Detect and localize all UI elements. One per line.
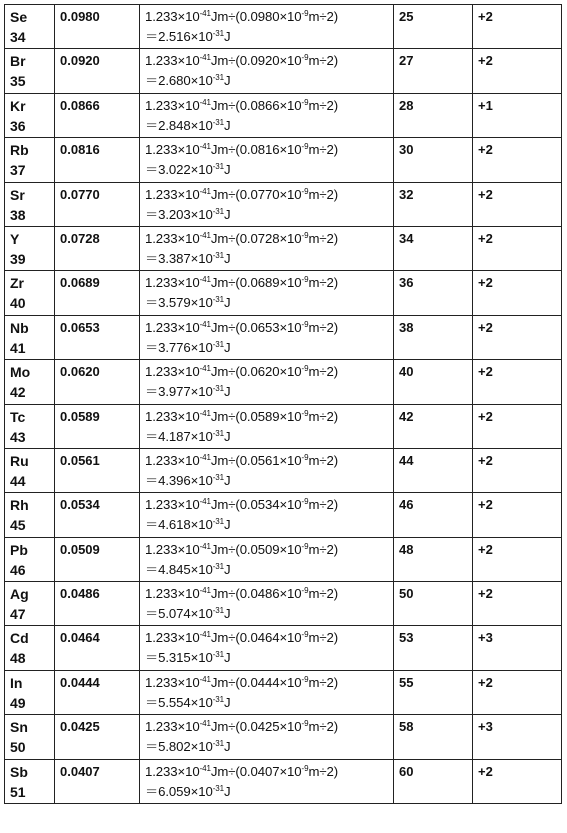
- atomic-number: 45: [10, 517, 26, 534]
- charge-value: +2: [478, 186, 493, 202]
- spacing-value: 0.0486: [60, 586, 100, 602]
- charge-cell: [473, 537, 562, 581]
- energy-value: 2.516: [158, 29, 191, 44]
- count-cell: [394, 182, 473, 226]
- table-row: [5, 715, 562, 759]
- formula-result: $=2.516\times 10^{-31}J$: [145, 29, 231, 44]
- energy-formula-cell: [140, 315, 394, 359]
- element-symbol: Se: [10, 9, 28, 25]
- energy-formula-cell: [140, 226, 394, 270]
- spacing-cell: [55, 138, 140, 182]
- element-symbol: Br: [10, 53, 26, 70]
- formula-result: $=5.315\times 10^{-31}J$: [145, 650, 231, 666]
- element-cell: [5, 49, 55, 93]
- energy-value: 6.059: [158, 783, 191, 799]
- atomic-number: 39: [10, 250, 26, 267]
- count-value: 58: [399, 719, 414, 735]
- count-cell: [394, 49, 473, 93]
- atomic-number: 46: [10, 561, 26, 578]
- element-symbol: Sb: [10, 763, 28, 780]
- energy-formula-cell: [140, 138, 394, 182]
- table-row: [5, 582, 562, 626]
- count-value: 36: [399, 275, 414, 291]
- count-value: 27: [399, 53, 414, 69]
- count-cell: [394, 360, 473, 404]
- formula-result: $=4.618\times 10^{-31}J$: [145, 517, 231, 533]
- element-symbol: Nb: [10, 319, 29, 336]
- count-cell: [394, 138, 473, 182]
- energy-formula-cell: [140, 715, 394, 759]
- spacing-cell: [55, 493, 140, 537]
- energy-formula-cell: [140, 360, 394, 404]
- count-cell: [394, 271, 473, 315]
- count-cell: [394, 537, 473, 581]
- formula-expression: $1.233\times 10^{-41}Jm\div(0.0534\times 10^{-9}m\div 2)$: [145, 497, 338, 513]
- formula-spacing-value: 0.0980: [239, 9, 280, 24]
- charge-value: +2: [478, 142, 493, 158]
- element-cell: [5, 182, 55, 226]
- formula-spacing-value: 0.0689: [239, 275, 280, 291]
- energy-value: 3.977: [158, 384, 191, 400]
- count-cell: [394, 626, 473, 670]
- element-symbol: Pb: [10, 541, 28, 558]
- charge-value: +2: [478, 9, 493, 24]
- element-symbol: Mo: [10, 364, 31, 381]
- element-energy-table: [4, 4, 562, 804]
- formula-spacing-value: 0.0620: [239, 364, 280, 380]
- atomic-number: 44: [10, 472, 26, 489]
- charge-cell: [473, 360, 562, 404]
- count-value: 40: [399, 364, 414, 380]
- formula-expression: $1.233\times 10^{-41}Jm\div(0.0561\times 10^{-9}m\div 2)$: [145, 452, 338, 468]
- formula-result: $=2.848\times 10^{-31}J$: [145, 117, 231, 133]
- count-value: 28: [399, 97, 414, 113]
- formula-expression: $1.233\times 10^{-41}Jm\div(0.0816\times 10^{-9}m\div 2)$: [145, 142, 338, 158]
- spacing-value: 0.0534: [60, 497, 100, 513]
- charge-value: +2: [478, 275, 493, 291]
- table-row: [5, 182, 562, 226]
- count-value: 53: [399, 630, 414, 646]
- formula-result: $=3.387\times 10^{-31}J$: [145, 250, 231, 266]
- spacing-value: 0.0589: [60, 408, 100, 424]
- charge-value: +2: [478, 586, 493, 602]
- energy-formula-cell: [140, 49, 394, 93]
- count-value: 60: [399, 763, 414, 779]
- table-row: [5, 448, 562, 492]
- formula-expression: $1.233\times 10^{-41}Jm\div(0.0464\times 10^{-9}m\div 2)$: [145, 630, 338, 646]
- energy-value: 3.776: [158, 339, 191, 355]
- formula-result: $=3.776\times 10^{-31}J$: [145, 339, 231, 355]
- table-row: [5, 315, 562, 359]
- spacing-value: 0.0425: [60, 719, 100, 735]
- table-row: [5, 271, 562, 315]
- element-cell: [5, 5, 55, 49]
- formula-result: $=4.845\times 10^{-31}J$: [145, 561, 231, 577]
- charge-value: +2: [478, 674, 493, 690]
- spacing-cell: [55, 315, 140, 359]
- formula-result: $=3.022\times 10^{-31}J$: [145, 162, 231, 178]
- element-symbol: Tc: [10, 408, 26, 425]
- energy-value: 4.187: [158, 428, 191, 444]
- element-symbol: Ru: [10, 452, 29, 469]
- energy-value: 3.022: [158, 162, 191, 178]
- element-symbol: Sr: [10, 186, 25, 203]
- count-value: 48: [399, 541, 414, 557]
- element-symbol: Ag: [10, 586, 29, 603]
- count-cell: [394, 448, 473, 492]
- spacing-value: 0.0464: [60, 630, 100, 646]
- count-cell: [394, 5, 473, 49]
- atomic-number: 40: [10, 295, 26, 312]
- count-value: 25: [399, 9, 414, 24]
- formula-spacing-value: 0.0444: [239, 674, 280, 690]
- element-cell: [5, 537, 55, 581]
- energy-value: 5.802: [158, 739, 191, 755]
- energy-formula-cell: [140, 759, 394, 803]
- count-cell: [394, 715, 473, 759]
- element-symbol: Rh: [10, 497, 29, 514]
- energy-formula-cell: [140, 448, 394, 492]
- formula-spacing-value: 0.0770: [239, 186, 280, 202]
- formula-spacing-value: 0.0816: [239, 142, 280, 158]
- formula-spacing-value: 0.0920: [239, 53, 280, 69]
- formula-result: $=6.059\times 10^{-31}J$: [145, 783, 231, 799]
- energy-formula-cell: [140, 5, 394, 49]
- charge-value: +1: [478, 97, 493, 113]
- spacing-value: 0.0728: [60, 230, 100, 246]
- formula-expression: $1.233\times 10^{-41}Jm\div(0.0866\times 10^{-9}m\div 2)$: [145, 97, 338, 113]
- spacing-value: 0.0689: [60, 275, 100, 291]
- formula-spacing-value: 0.0464: [239, 630, 280, 646]
- atomic-number: 38: [10, 206, 26, 223]
- energy-formula-cell: [140, 493, 394, 537]
- charge-value: +2: [478, 364, 493, 380]
- energy-value: 4.618: [158, 517, 191, 533]
- element-symbol: Zr: [10, 275, 24, 292]
- spacing-value: 0.0561: [60, 452, 100, 468]
- charge-value: +3: [478, 630, 493, 646]
- atomic-number: 41: [10, 339, 26, 356]
- charge-cell: [473, 182, 562, 226]
- element-cell: [5, 670, 55, 714]
- element-cell: [5, 626, 55, 670]
- atomic-number: 34: [10, 29, 26, 45]
- spacing-cell: [55, 271, 140, 315]
- energy-formula-cell: [140, 626, 394, 670]
- spacing-value: 0.0653: [60, 319, 100, 335]
- energy-value: 2.680: [158, 73, 191, 89]
- count-cell: [394, 315, 473, 359]
- formula-spacing-value: 0.0425: [239, 719, 280, 735]
- spacing-value: 0.0920: [60, 53, 100, 69]
- table-row: [5, 138, 562, 182]
- energy-value: 5.074: [158, 606, 191, 622]
- formula-result: $=2.680\times 10^{-31}J$: [145, 73, 231, 89]
- count-value: 55: [399, 674, 414, 690]
- charge-value: +2: [478, 497, 493, 513]
- count-cell: [394, 582, 473, 626]
- charge-cell: [473, 49, 562, 93]
- charge-cell: [473, 670, 562, 714]
- energy-value: 5.554: [158, 694, 191, 710]
- formula-expression: $1.233\times 10^{-41}Jm\div(0.0689\times 10^{-9}m\div 2)$: [145, 275, 338, 291]
- charge-cell: [473, 93, 562, 137]
- spacing-value: 0.0816: [60, 142, 100, 158]
- spacing-value: 0.0509: [60, 541, 100, 557]
- count-value: 38: [399, 319, 414, 335]
- table-row: [5, 493, 562, 537]
- energy-formula-cell: [140, 93, 394, 137]
- atomic-number: 47: [10, 606, 26, 623]
- energy-value: 4.396: [158, 472, 191, 488]
- count-value: 30: [399, 142, 414, 158]
- spacing-cell: [55, 182, 140, 226]
- spacing-cell: [55, 404, 140, 448]
- formula-result: $=5.554\times 10^{-31}J$: [145, 694, 231, 710]
- atomic-number: 42: [10, 384, 26, 401]
- table-body: [5, 5, 562, 804]
- spacing-cell: [55, 448, 140, 492]
- energy-value: 2.848: [158, 117, 191, 133]
- charge-cell: [473, 271, 562, 315]
- charge-value: +2: [478, 452, 493, 468]
- formula-result: $=3.977\times 10^{-31}J$: [145, 384, 231, 400]
- spacing-cell: [55, 670, 140, 714]
- count-cell: [394, 93, 473, 137]
- count-value: 46: [399, 497, 414, 513]
- atomic-number: 37: [10, 162, 26, 179]
- charge-value: +2: [478, 319, 493, 335]
- element-cell: [5, 715, 55, 759]
- count-value: 44: [399, 452, 414, 468]
- charge-value: +2: [478, 408, 493, 424]
- spacing-value: 0.0770: [60, 186, 100, 202]
- spacing-value: 0.0980: [60, 9, 100, 24]
- count-cell: [394, 670, 473, 714]
- charge-cell: [473, 493, 562, 537]
- spacing-cell: [55, 537, 140, 581]
- element-cell: [5, 93, 55, 137]
- formula-spacing-value: 0.0653: [239, 319, 280, 335]
- element-cell: [5, 315, 55, 359]
- table-row: [5, 93, 562, 137]
- table-row: [5, 670, 562, 714]
- formula-spacing-value: 0.0728: [239, 230, 280, 246]
- formula-expression: $1.233\times 10^{-41}Jm\div(0.0770\times 10^{-9}m\div 2)$: [145, 186, 338, 202]
- charge-value: +2: [478, 230, 493, 246]
- spacing-cell: [55, 759, 140, 803]
- charge-value: +2: [478, 53, 493, 69]
- formula-expression: $1.233\times 10^{-41}Jm\div(0.0425\times 10^{-9}m\div 2)$: [145, 719, 338, 735]
- charge-value: +2: [478, 541, 493, 557]
- element-cell: [5, 404, 55, 448]
- element-cell: [5, 138, 55, 182]
- formula-spacing-value: 0.0866: [239, 97, 280, 113]
- energy-formula-cell: [140, 537, 394, 581]
- energy-value: 3.579: [158, 295, 191, 311]
- charge-cell: [473, 715, 562, 759]
- charge-cell: [473, 626, 562, 670]
- formula-result: $=5.802\times 10^{-31}J$: [145, 739, 231, 755]
- energy-value: 4.845: [158, 561, 191, 577]
- count-cell: [394, 404, 473, 448]
- element-symbol: In: [10, 674, 23, 691]
- formula-spacing-value: 0.0509: [239, 541, 280, 557]
- atomic-number: 35: [10, 73, 26, 90]
- spacing-value: 0.0866: [60, 97, 100, 113]
- formula-expression: $1.233\times 10^{-41}Jm\div(0.0980\times 10^{-9}m\div 2)$: [145, 9, 338, 24]
- charge-cell: [473, 315, 562, 359]
- formula-expression: $1.233\times 10^{-41}Jm\div(0.0407\times 10^{-9}m\div 2)$: [145, 763, 338, 779]
- formula-expression: $1.233\times 10^{-41}Jm\div(0.0509\times 10^{-9}m\div 2)$: [145, 541, 338, 557]
- count-value: 34: [399, 230, 414, 246]
- charge-cell: [473, 226, 562, 270]
- element-cell: [5, 582, 55, 626]
- element-cell: [5, 271, 55, 315]
- atomic-number: 51: [10, 783, 26, 800]
- table-row: [5, 626, 562, 670]
- spacing-cell: [55, 626, 140, 670]
- formula-result: $=3.203\times 10^{-31}J$: [145, 206, 231, 222]
- table-row: [5, 537, 562, 581]
- energy-formula-cell: [140, 404, 394, 448]
- table-row: [5, 226, 562, 270]
- spacing-cell: [55, 360, 140, 404]
- charge-cell: [473, 404, 562, 448]
- element-symbol: Y: [10, 230, 20, 247]
- element-cell: [5, 360, 55, 404]
- energy-value: 5.315: [158, 650, 191, 666]
- charge-cell: [473, 582, 562, 626]
- charge-cell: [473, 448, 562, 492]
- formula-result: $=3.579\times 10^{-31}J$: [145, 295, 231, 311]
- table-row: [5, 759, 562, 803]
- atomic-number: 48: [10, 650, 26, 667]
- charge-cell: [473, 138, 562, 182]
- element-cell: [5, 493, 55, 537]
- table-row: [5, 49, 562, 93]
- atomic-number: 49: [10, 694, 26, 711]
- formula-expression: $1.233\times 10^{-41}Jm\div(0.0589\times 10^{-9}m\div 2)$: [145, 408, 338, 424]
- spacing-value: 0.0407: [60, 763, 100, 779]
- table-row: [5, 5, 562, 49]
- spacing-value: 0.0620: [60, 364, 100, 380]
- spacing-cell: [55, 226, 140, 270]
- formula-expression: $1.233\times 10^{-41}Jm\div(0.0728\times 10^{-9}m\div 2)$: [145, 230, 338, 246]
- formula-expression: $1.233\times 10^{-41}Jm\div(0.0653\times 10^{-9}m\div 2)$: [145, 319, 338, 335]
- spacing-value: 0.0444: [60, 674, 100, 690]
- element-cell: [5, 448, 55, 492]
- element-symbol: Rb: [10, 142, 29, 159]
- atomic-number: 50: [10, 739, 26, 756]
- formula-spacing-value: 0.0589: [239, 408, 280, 424]
- formula-result: $=4.187\times 10^{-31}J$: [145, 428, 231, 444]
- spacing-cell: [55, 49, 140, 93]
- count-cell: [394, 226, 473, 270]
- energy-formula-cell: [140, 582, 394, 626]
- count-value: 42: [399, 408, 414, 424]
- count-value: 32: [399, 186, 414, 202]
- formula-expression: $1.233\times 10^{-41}Jm\div(0.0486\times 10^{-9}m\div 2)$: [145, 586, 338, 602]
- element-cell: [5, 226, 55, 270]
- energy-formula-cell: [140, 670, 394, 714]
- table-row: [5, 404, 562, 448]
- spacing-cell: [55, 582, 140, 626]
- count-value: 50: [399, 586, 414, 602]
- formula-expression: $1.233\times 10^{-41}Jm\div(0.0920\times 10^{-9}m\div 2)$: [145, 53, 338, 69]
- element-symbol: Sn: [10, 719, 28, 736]
- element-symbol: Cd: [10, 630, 29, 647]
- formula-result: $=5.074\times 10^{-31}J$: [145, 606, 231, 622]
- count-cell: [394, 493, 473, 537]
- atomic-number: 43: [10, 428, 26, 445]
- formula-result: $=4.396\times 10^{-31}J$: [145, 472, 231, 488]
- count-cell: [394, 759, 473, 803]
- charge-value: +2: [478, 763, 493, 779]
- spacing-cell: [55, 5, 140, 49]
- formula-spacing-value: 0.0561: [239, 452, 280, 468]
- formula-expression: $1.233\times 10^{-41}Jm\div(0.0620\times 10^{-9}m\div 2)$: [145, 364, 338, 380]
- table-row: [5, 360, 562, 404]
- energy-formula-cell: [140, 182, 394, 226]
- formula-spacing-value: 0.0486: [239, 586, 280, 602]
- charge-cell: [473, 5, 562, 49]
- element-cell: [5, 759, 55, 803]
- element-symbol: Kr: [10, 97, 26, 114]
- charge-cell: [473, 759, 562, 803]
- spacing-cell: [55, 715, 140, 759]
- energy-formula-cell: [140, 271, 394, 315]
- energy-value: 3.203: [158, 206, 191, 222]
- formula-spacing-value: 0.0534: [239, 497, 280, 513]
- atomic-number: 36: [10, 117, 26, 134]
- charge-value: +3: [478, 719, 493, 735]
- formula-spacing-value: 0.0407: [239, 763, 280, 779]
- energy-value: 3.387: [158, 250, 191, 266]
- spacing-cell: [55, 93, 140, 137]
- formula-expression: $1.233\times 10^{-41}Jm\div(0.0444\times 10^{-9}m\div 2)$: [145, 674, 338, 690]
